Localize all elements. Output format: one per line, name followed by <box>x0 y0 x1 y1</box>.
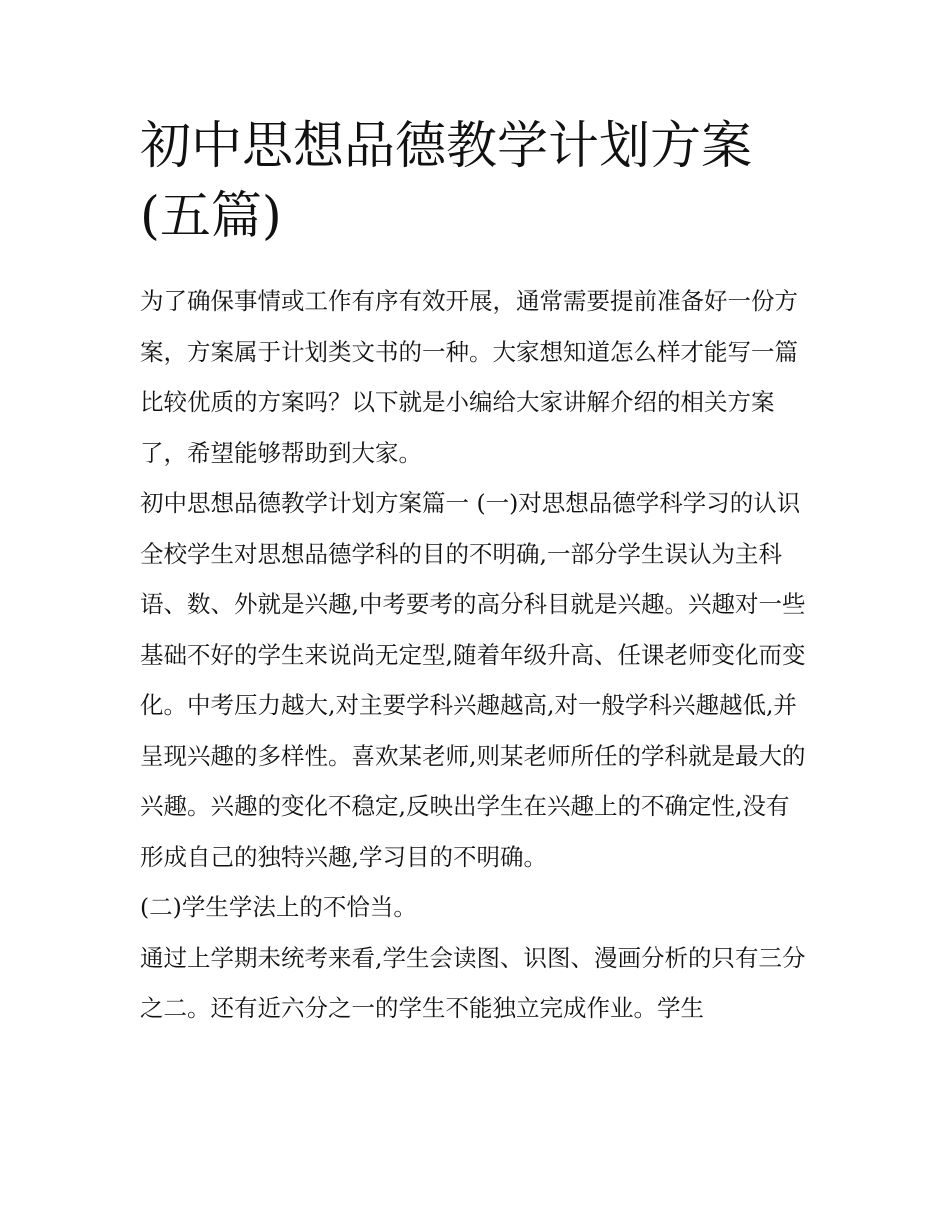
body-paragraph: 全校学生对思想品德学科的目的不明确,一部分学生误认为主科语、数、外就是兴趣,中考要考的高分科目就是兴趣。兴趣对一些基础不好的学生来说尚无定型,随着年级升高、任课老师变化而变化。中考压力越大,对主要学科兴趣越高,对一般学科兴趣越低,并呈现兴趣的多样性。喜欢某老师,则某老师所任的学科就是最大的兴趣。兴趣的变化不稳定,反映出学生在兴趣上的不确定性,没有形成自己的独特兴趣,学习目的不明确。 <box>140 539 806 871</box>
body-paragraph: 通过上学期未统考来看,学生会读图、识图、漫画分析的只有三分之二。还有近六分之一的学生不能独立完成作业。学生 <box>140 943 806 1022</box>
document-body <box>140 112 812 1034</box>
subheading-paragraph: (二)学生学法上的不恰当。 <box>140 893 417 921</box>
intro-paragraph: 为了确保事情或工作有序有效开展，通常需要提前准备好一份方案，方案属于计划类文书的一种。大家想知道怎么样才能写一篇比较优质的方案吗？以下就是小编给大家讲解介绍的相关方案了，希望能够帮助到大家。 <box>140 287 798 467</box>
document-title: 初中思想品德教学计划方案(五篇) <box>140 117 753 246</box>
paragraph-list <box>140 276 812 1034</box>
section-heading-paragraph: 初中思想品德教学计划方案篇一 (一)对思想品德学科学习的认识 <box>140 489 801 517</box>
